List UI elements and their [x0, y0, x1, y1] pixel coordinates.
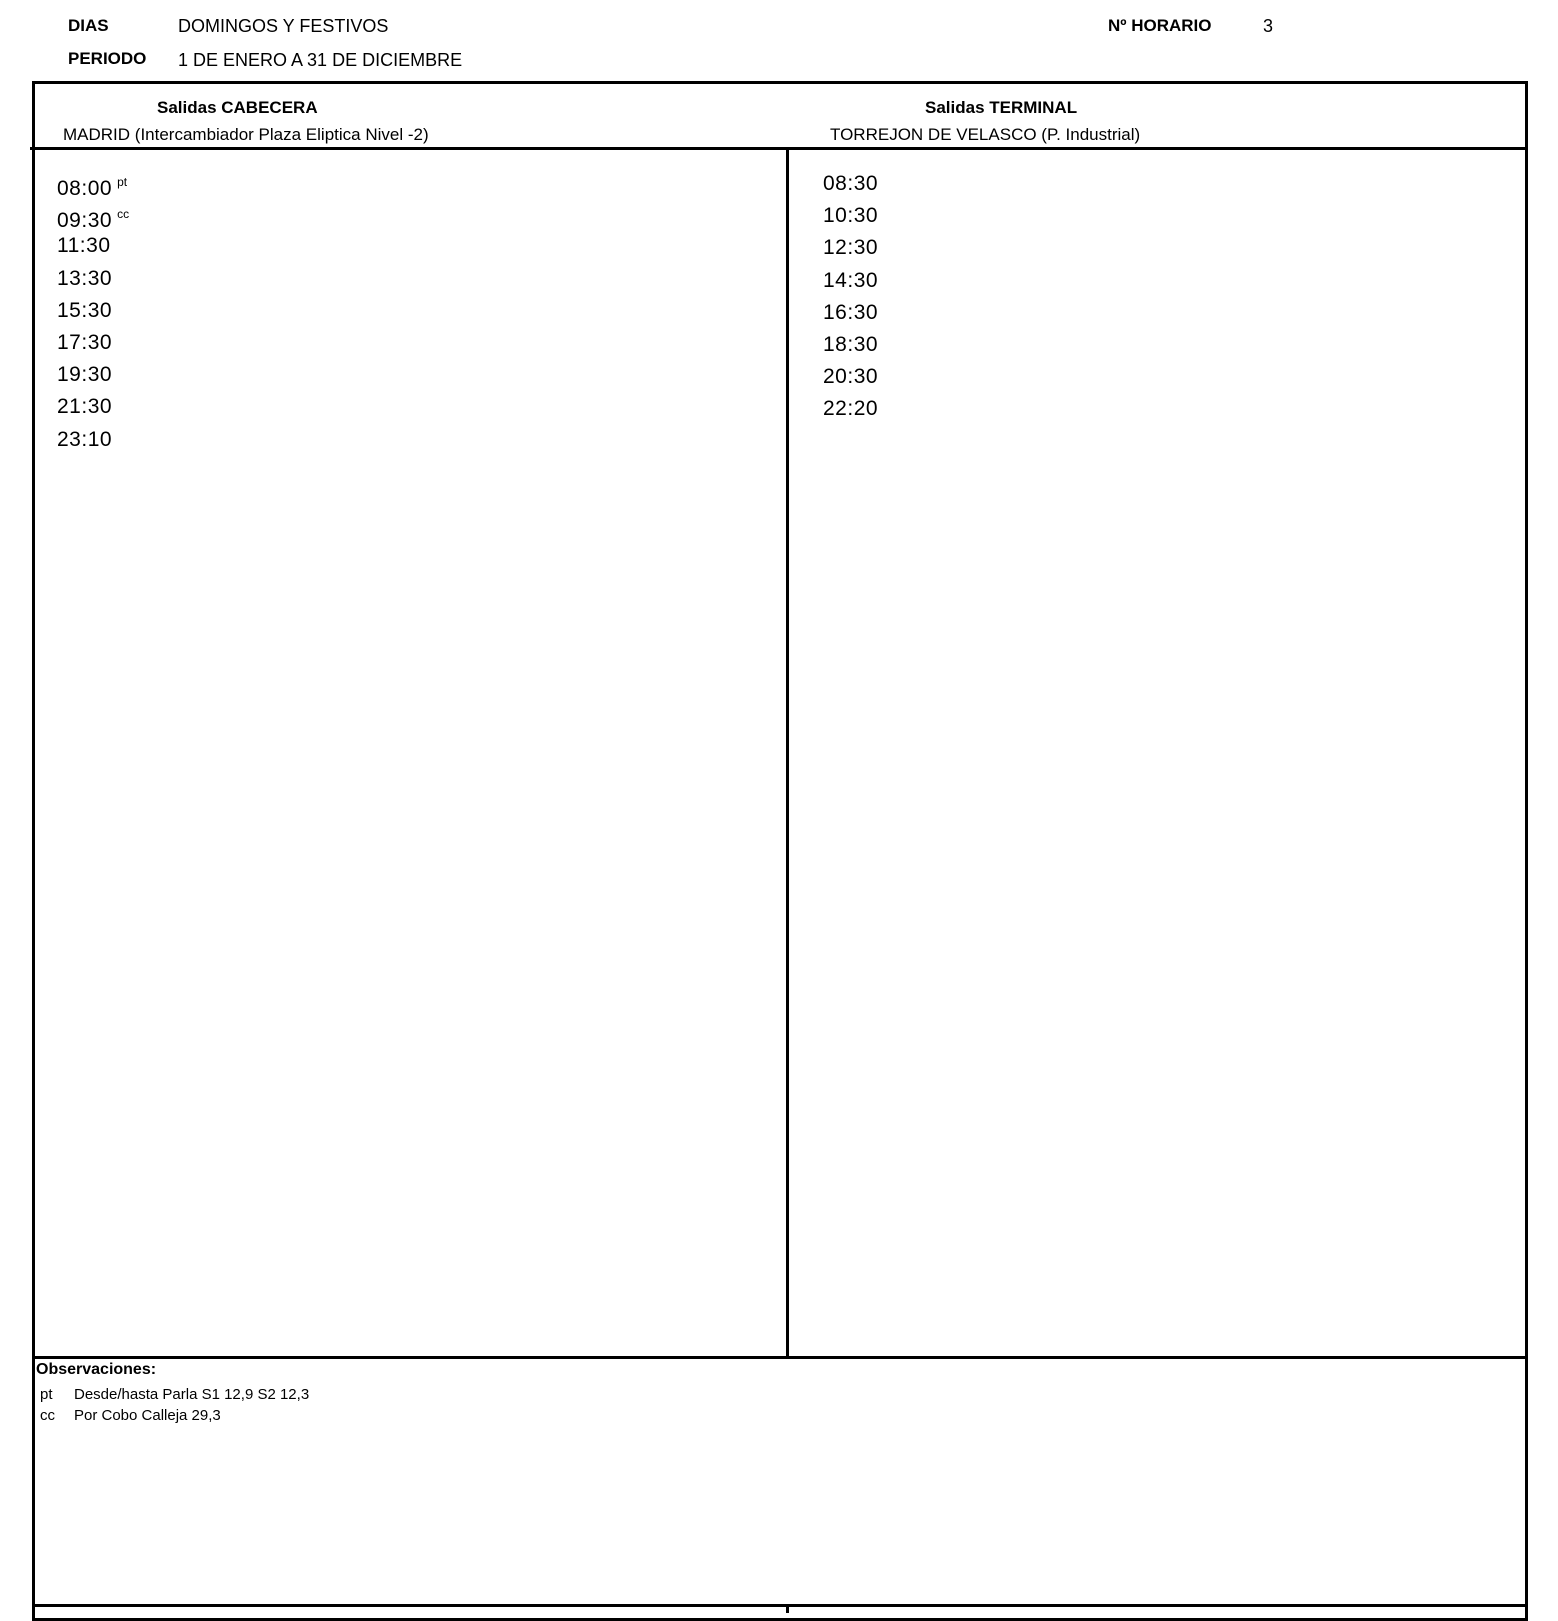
departure-time	[57, 198, 130, 233]
departure-time-value: 21:30	[57, 395, 113, 419]
observacion-item	[40, 1407, 221, 1424]
departure-time	[57, 295, 129, 327]
departure-time	[823, 265, 878, 297]
departure-time	[57, 166, 129, 198]
periodo-label: PERIODO	[68, 49, 147, 68]
departure-time	[823, 393, 878, 425]
departure-note: cc	[117, 207, 130, 222]
departure-time-value: 14:30	[823, 268, 879, 292]
departure-time-value: 20:30	[823, 365, 879, 389]
departure-time-value: 19:30	[57, 363, 113, 387]
departure-time-value: 08:30	[823, 172, 879, 195]
departure-time-value: 10:30	[823, 204, 879, 228]
departure-time-value: 18:30	[823, 332, 879, 356]
departure-time-value: 13:30	[57, 266, 113, 290]
departure-note: pt	[117, 175, 128, 189]
departure-time	[823, 329, 878, 361]
departure-time	[57, 327, 129, 359]
departure-time	[57, 230, 129, 262]
departure-time-value: 23:10	[57, 427, 113, 451]
departure-time-value: 15:30	[57, 298, 113, 322]
cabecera-times-list	[57, 166, 129, 456]
departure-time-value: 16:30	[823, 300, 879, 324]
terminal-title: Salidas TERMINAL	[925, 98, 1078, 117]
departure-time	[823, 200, 878, 232]
observaciones-divider	[32, 1356, 1528, 1359]
departure-time-value: 12:30	[823, 236, 879, 260]
cabecera-place: MADRID (Intercambiador Plaza Eliptica Nivel -2)	[63, 125, 429, 144]
observacion-item	[40, 1386, 309, 1403]
departure-time	[57, 263, 129, 295]
observaciones-title: Observaciones:	[36, 1361, 157, 1378]
departure-time	[57, 359, 129, 391]
departure-time-value: 17:30	[57, 330, 113, 354]
column-divider	[786, 150, 789, 1357]
footer-column-divider	[786, 1604, 789, 1613]
observacion-text: Por Cobo Calleja 29,3	[74, 1407, 221, 1424]
terminal-place: TORREJON DE VELASCO (P. Industrial)	[830, 125, 1141, 144]
header-divider	[30, 147, 1528, 150]
terminal-times-list	[823, 168, 878, 426]
departure-time	[823, 361, 878, 393]
departure-time-value: 09:30	[57, 209, 113, 233]
footer-divider	[32, 1604, 1528, 1607]
observacion-text: Desde/hasta Parla S1 12,9 S2 12,3	[74, 1386, 310, 1403]
departure-time-value: 11:30	[57, 234, 111, 258]
departure-time	[57, 424, 129, 456]
departure-time-value: 08:00	[57, 177, 113, 200]
departure-time	[823, 232, 878, 264]
horario-value: 3	[1263, 16, 1274, 36]
observacion-code: pt	[40, 1386, 53, 1403]
horario-label: Nº HORARIO	[1108, 16, 1212, 35]
departure-time	[57, 391, 129, 423]
periodo-value: 1 DE ENERO A 31 DE DICIEMBRE	[178, 50, 463, 70]
departure-time	[823, 168, 878, 200]
observacion-code: cc	[40, 1407, 55, 1424]
departure-time-value: 22:20	[823, 397, 879, 421]
departure-time	[823, 297, 878, 329]
dias-value: DOMINGOS Y FESTIVOS	[178, 16, 389, 36]
cabecera-title: Salidas CABECERA	[157, 98, 318, 117]
dias-label: DIAS	[68, 16, 109, 35]
